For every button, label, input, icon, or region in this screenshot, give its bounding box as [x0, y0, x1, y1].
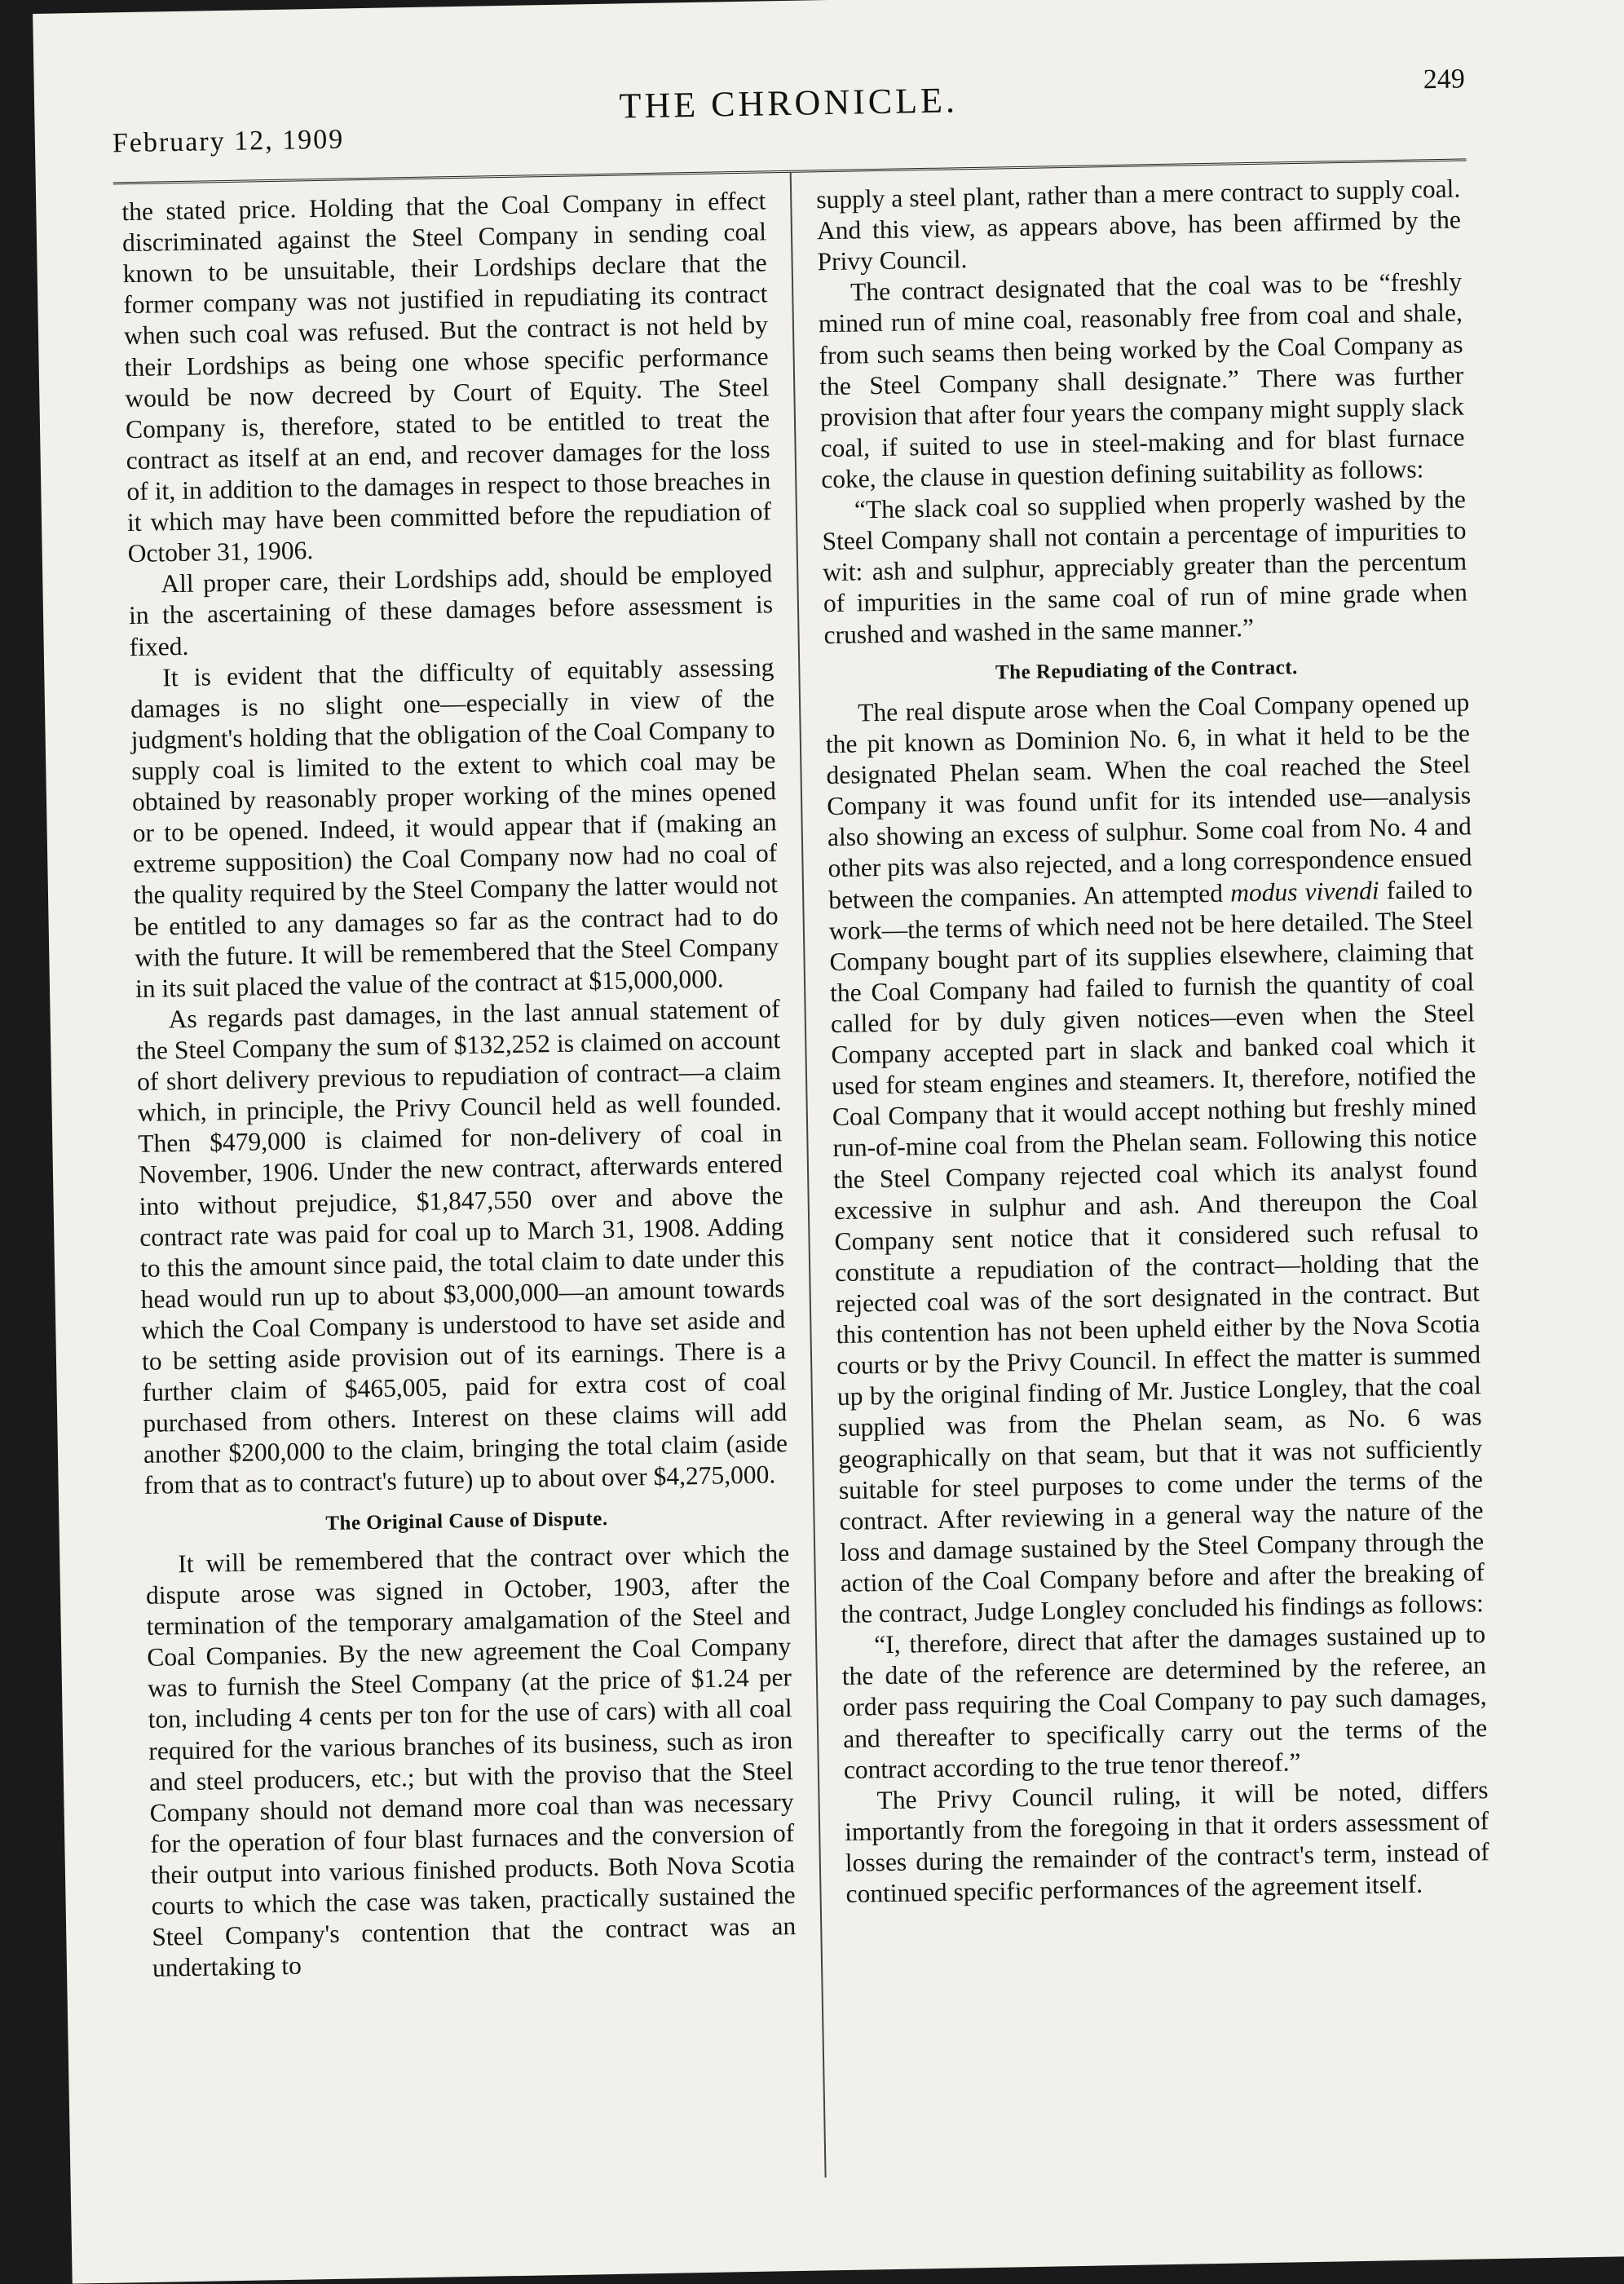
paragraph: It will be remembered that the contract over which the dispute arose was signed in October, 1903, after the termination of the temporary amalgamation of the Steel and Coal Companies. By the new agreement the Coal Company was to furnish the Steel Company (at the price of $1.24 per ton, including 4 cents per ton for the use of cars) with all coal required for the various branches of its business, such as iron and steel producers, etc.; but with the proviso that the Steel Company should not demand more coal than was necessary for the operation of four blast furnaces and the conversion of their output into various finished products. Both Nova Scotia courts to which the case was taken, practically sustained the Steel Company's contention that the contract was an undertaking to [145, 1538, 797, 1983]
paragraph: the stated price. Holding that the Coal Company in effect discriminated against the Steel Company in sending coal known to be unsuitable, their Lordships declare that the former company was not justified in repudiating its contract when such coal was refused. But the contract is not held by their Lordships as being one whose specific performance would be now decreed by Court of Equity. The Steel Company is, therefore, stated to be entitled to treat the contract as itself at an end, and recover damages for the loss of it, in addition to the damages in respect to those breaches in it which may have been committed before the repudiation of October 31, 1906. [121, 186, 772, 568]
left-column [121, 185, 797, 1984]
section-heading: The Repudiating of the Contract. [995, 656, 1299, 684]
right-column [816, 174, 1490, 1911]
paragraph: As regards past damages, in the last annual statement of the Steel Company the sum of $132,252 is claimed on account of short delivery previous to repudiation of contract—a claim which, in principle, the Privy Council held as well founded. Then $479,000 is claimed for non-delivery of coal in November, 1906. Under the new contract, afterwards entered into without prejudice, $1,847,550 over and above the contract rate was paid for coal up to March 31, 1908. Adding to this the amount since paid, the total claim to date under this head would run up to about $3,000,000—an amount towards which the Coal Company is understood to have set aside and to be setting aside provision out of its earnings. There is a further claim of $465,005, paid for extra cost of coal purchased from others. Interest on these claims will add another $200,000 to the claim, bringing the total claim (aside from that as to contract's future) up to about over $4,275,000. [136, 994, 788, 1500]
paragraph: All proper care, their Lordships add, should be employed in the ascertaining of these damages before assessment is fixed. [128, 559, 774, 661]
section-heading: The Original Cause of Dispute. [325, 1507, 608, 1535]
quoted-paragraph: “I, therefore, direct that after the damages sustained up to the date of the reference are determined by the referee, an order pass requiring the Coal Company to pay such damages, and thereafter to specifically carry out the terms of the contract according to the true tenor thereof.” [841, 1619, 1488, 1784]
paragraph: The Privy Council ruling, it will be noted, differs importantly from the foregoing in that it orders assessment of losses during the remainder of the contract's term, instead of continued specific performances of the agreement itself. [844, 1774, 1490, 1909]
paragraph: It is evident that the difficulty of equitably assessing damages is no slight one—especially in view of the judgment's holding that the obligation of the Coal Company to supply coal is limited to the extent to which coal may be obtained by reasonably proper working of the mines opened or to be opened. Indeed, it would appear that if (making an extreme supposition) the Coal Company now had no coal of the quality required by the Steel Company the latter would not be entitled to any damages so far as the contract had to do with the future. It will be remembered that the Steel Company in its suit placed the value of the contract at $15,000,000. [130, 652, 779, 1003]
page-number: 249 [1423, 64, 1466, 95]
paragraph [825, 687, 1485, 1630]
paragraph: supply a steel plant, rather than a mere contract to supply coal. And this view, as appears above, has been affirmed by the Privy Council. [815, 174, 1462, 276]
paragraph: The contract designated that the coal was to be “freshly mined run of mine coal, reasonably free from coal and shale, from such seams then being worked by the Coal Company as the Steel Company shall designate.” There was further provision that after four years the company might supply slack coal, if suited to use in steel-making and for blast furnace coke, the clause in question defining suitability as follows: [818, 267, 1465, 494]
quoted-paragraph: “The slack coal so supplied when properly washed by the Steel Company shall not contain a percentage of impurities to wit: ash and sulphur, appreciably greater than the percentum of impurities in the same coal of run of mine grade when crushed and washed in the same manner.” [822, 484, 1468, 649]
paragraph-text: failed to work—the terms of which need not be here detailed. The Steel Company bought part of its supplies elsewhere, claiming that the Coal Company had failed to furnish the quantity of coal called for by duly given notices—even when the Steel Company accepted part in slack and banked coal which it used for steam engines and steamers. It, therefore, notified the Coal Company that it would accept nothing but freshly mined run-of-mine coal from the Phelan seam. Following this notice the Steel Company rejected coal which its analyst found excessive in sulphur and ash. And thereupon the Coal Company sent notice that it considered such refusal to constitute a repudiation of the contract—holding that the rejected coal was of the sort designated in the contract. But this contention has not been upheld either by the Nova Scotia courts or by the Privy Council. In effect the matter is summed up by the original finding of Mr. Justice Longley, that the coal supplied was from the Phelan seam, as No. 6 was geographically on that seam, but that it was not sufficiently suitable for steel purposes to come under the terms of the contract. After reviewing in a general way the nature of the loss and damage sustained by the Steel Company through the action of the Coal Company before and after the breaking of the contract, Judge Longley concluded his findings as follows: [828, 873, 1485, 1629]
publication-title: THE CHRONICLE. [619, 80, 959, 126]
newspaper-page [33, 0, 1624, 2284]
issue-date: February 12, 1909 [112, 124, 345, 159]
italic-phrase: modus vivendi [1229, 875, 1379, 908]
page-header [112, 64, 1466, 159]
paragraph-text: The real dispute arose when the Coal Company opened up the pit known as Dominion No. 6, in what it held to be the designated Phelan seam. When the coal reached the Steel Company it was found unfit for its intended use—analysis also showing an excess of sulphur. Some coal from No. 4 and other pits was also rejected, and a long correspondence ensued between the companies. An attempted [825, 687, 1472, 914]
